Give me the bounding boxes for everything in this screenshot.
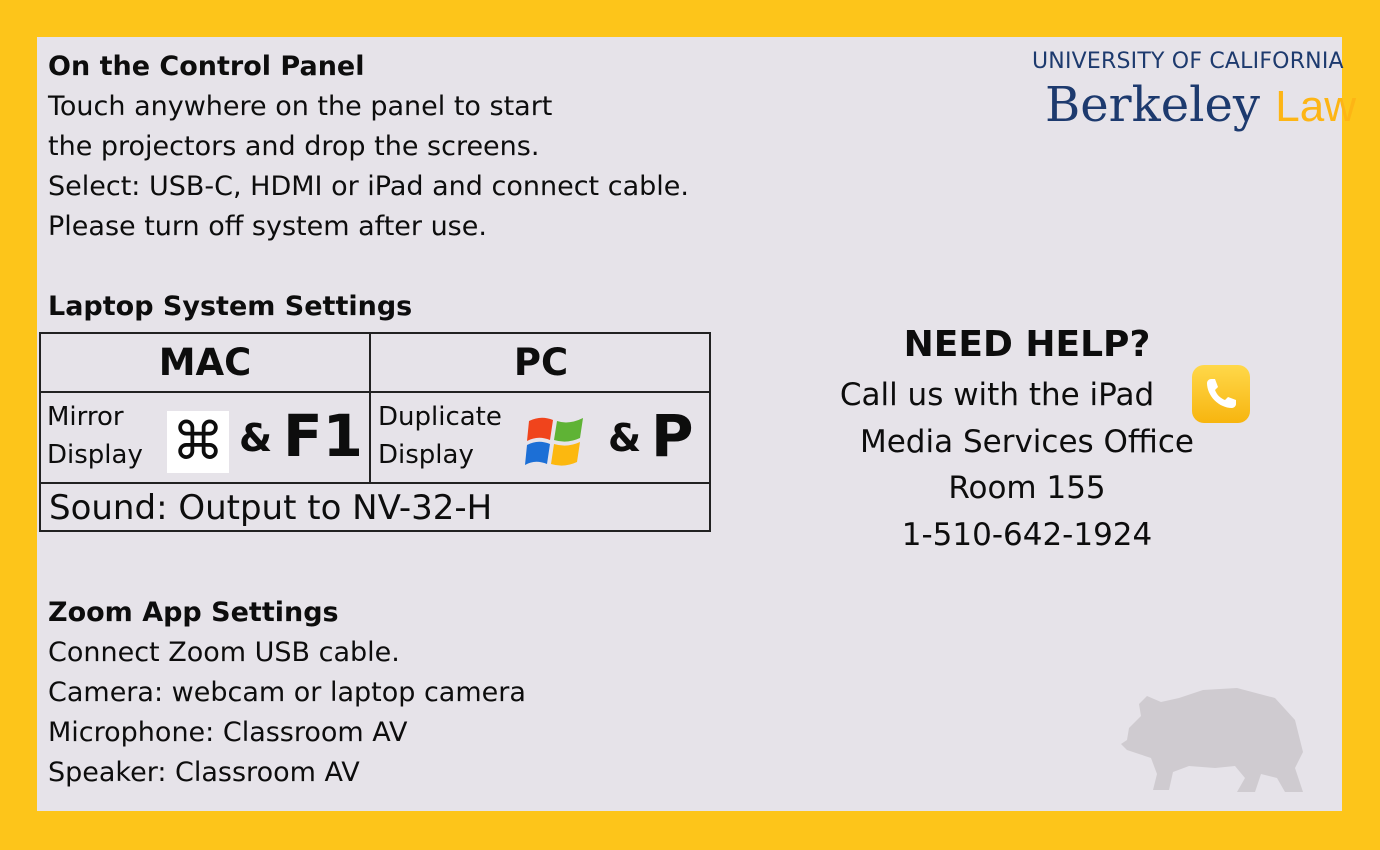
- zoom-line-4: Speaker: Classroom AV: [48, 757, 360, 788]
- control-panel-section: [48, 47, 689, 247]
- berkeley-law-logo: [1045, 77, 1356, 133]
- mac-label-line-2: Display: [47, 440, 143, 470]
- instruction-card: [37, 37, 1356, 811]
- law-wordmark: Law: [1275, 82, 1356, 131]
- call-ipad-line: Call us with the iPad: [839, 377, 1155, 413]
- university-of-california-text: UNIVERSITY OF CALIFORNIA: [1032, 49, 1344, 74]
- berkeley-wordmark: Berkeley: [1045, 77, 1260, 133]
- phone-icon: [1192, 365, 1250, 423]
- media-services-office: Media Services Office: [859, 424, 1195, 460]
- command-key-icon: [167, 411, 229, 473]
- zoom-line-3: Microphone: Classroom AV: [48, 717, 408, 748]
- control-panel-heading: On the Control Panel: [48, 51, 365, 82]
- help-phone-number: 1-510-642-1924: [901, 517, 1153, 553]
- pc-key-p: P: [651, 402, 694, 470]
- sound-output-row: Sound: Output to NV-32-H: [49, 488, 493, 528]
- california-bear-icon: [1117, 682, 1312, 797]
- mac-amp: &: [239, 416, 273, 460]
- zoom-section: [48, 593, 526, 793]
- control-panel-line-1: Touch anywhere on the panel to start: [48, 91, 553, 122]
- mac-key-f1: F1: [283, 402, 363, 470]
- need-help-title: NEED HELP?: [903, 324, 1151, 365]
- pc-column-header: PC: [513, 341, 569, 384]
- zoom-line-2: Camera: webcam or laptop camera: [48, 677, 526, 708]
- table-divider: [41, 391, 709, 393]
- pc-label-line-2: Display: [378, 440, 474, 470]
- mac-column-header: MAC: [158, 341, 252, 384]
- command-key-symbol: ⌘: [172, 412, 224, 472]
- room-number: Room 155: [948, 470, 1106, 506]
- control-panel-line-4: Please turn off system after use.: [48, 211, 487, 242]
- windows-logo-icon: [525, 411, 587, 473]
- mac-label-line-1: Mirror: [47, 402, 124, 432]
- laptop-settings-table: [39, 332, 711, 532]
- zoom-heading: Zoom App Settings: [48, 597, 339, 628]
- laptop-settings-heading: Laptop System Settings: [48, 291, 413, 322]
- zoom-line-1: Connect Zoom USB cable.: [48, 637, 400, 668]
- control-panel-line-3: Select: USB-C, HDMI or iPad and connect cable.: [48, 171, 689, 202]
- pc-label-line-1: Duplicate: [378, 402, 502, 432]
- pc-amp: &: [608, 416, 642, 460]
- control-panel-line-2: the projectors and drop the screens.: [48, 131, 540, 162]
